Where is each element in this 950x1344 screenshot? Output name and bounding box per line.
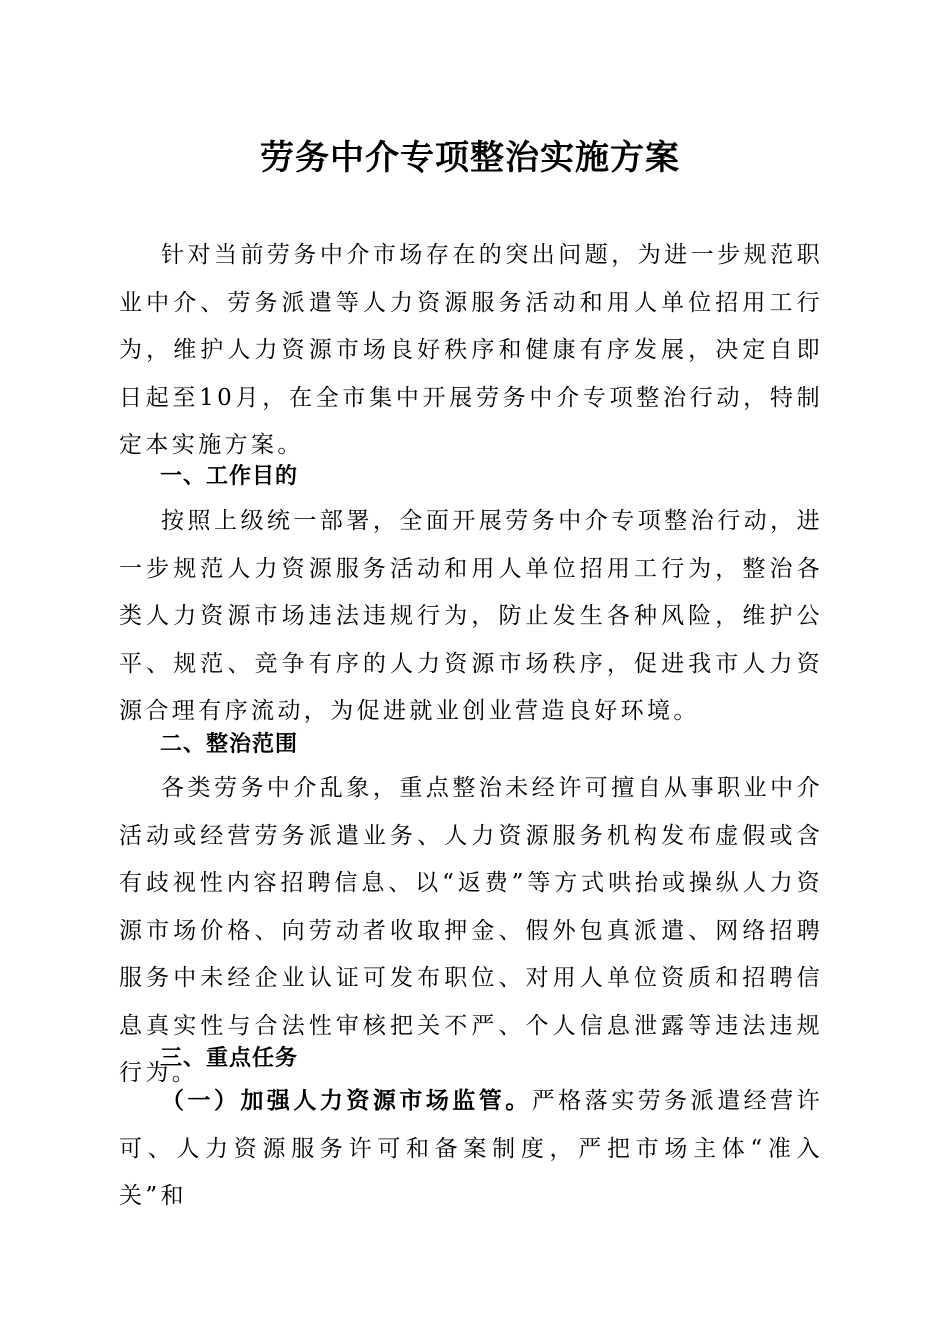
section-heading-tasks: 三、重点任务 (160, 1046, 299, 1071)
section-heading-scope: 二、整治范围 (160, 732, 299, 757)
subsection-body: 严格落实劳务派遣经营许可、人力资源服务许可和备案制度，严把市场主体“准入关”和 (119, 1088, 823, 1209)
document-title: 劳务中介专项整治实施方案 (260, 138, 680, 178)
intro-paragraph: 针对当前劳务中介市场存在的突出问题，为进一步规范职业中介、劳务派遣等人力资源服务活动和用人单位招用工行为，维护人力资源市场良好秩序和健康有序发展，决定自即日起至10月，在全市集中开展劳务中介专项整治行动，特制定本实施方案。 (119, 242, 823, 458)
subsection-lead: （一）加强人力资源市场监管。 (161, 1087, 532, 1114)
section-body-scope: 各类劳务中介乱象，重点整治未经许可擅自从事职业中介活动或经营劳务派遣业务、人力资源服务机构发布虚假或含有歧视性内容招聘信息、以“返费”等方式哄抬或操纵人力资源市场价格、向劳动者收取押金、假外包真派遣、网络招聘服务中未经企业认证可发布职位、对用人单位资质和招聘信息真实性与合法性审核把关不严、个人信息泄露等违法违规行为。 (119, 775, 823, 1086)
subsection-paragraph (119, 1077, 823, 1221)
section-heading-purpose: 一、工作目的 (160, 464, 299, 489)
section-body-purpose: 按照上级统一部署，全面开展劳务中介专项整治行动，进一步规范人力资源服务活动和用人单位招用工行为，整治各类人力资源市场违法违规行为，防止发生各种风险，维护公平、规范、竞争有序的人力资源市场秩序，促进我市人力资源合理有序流动，为促进就业创业营造良好环境。 (119, 508, 823, 724)
